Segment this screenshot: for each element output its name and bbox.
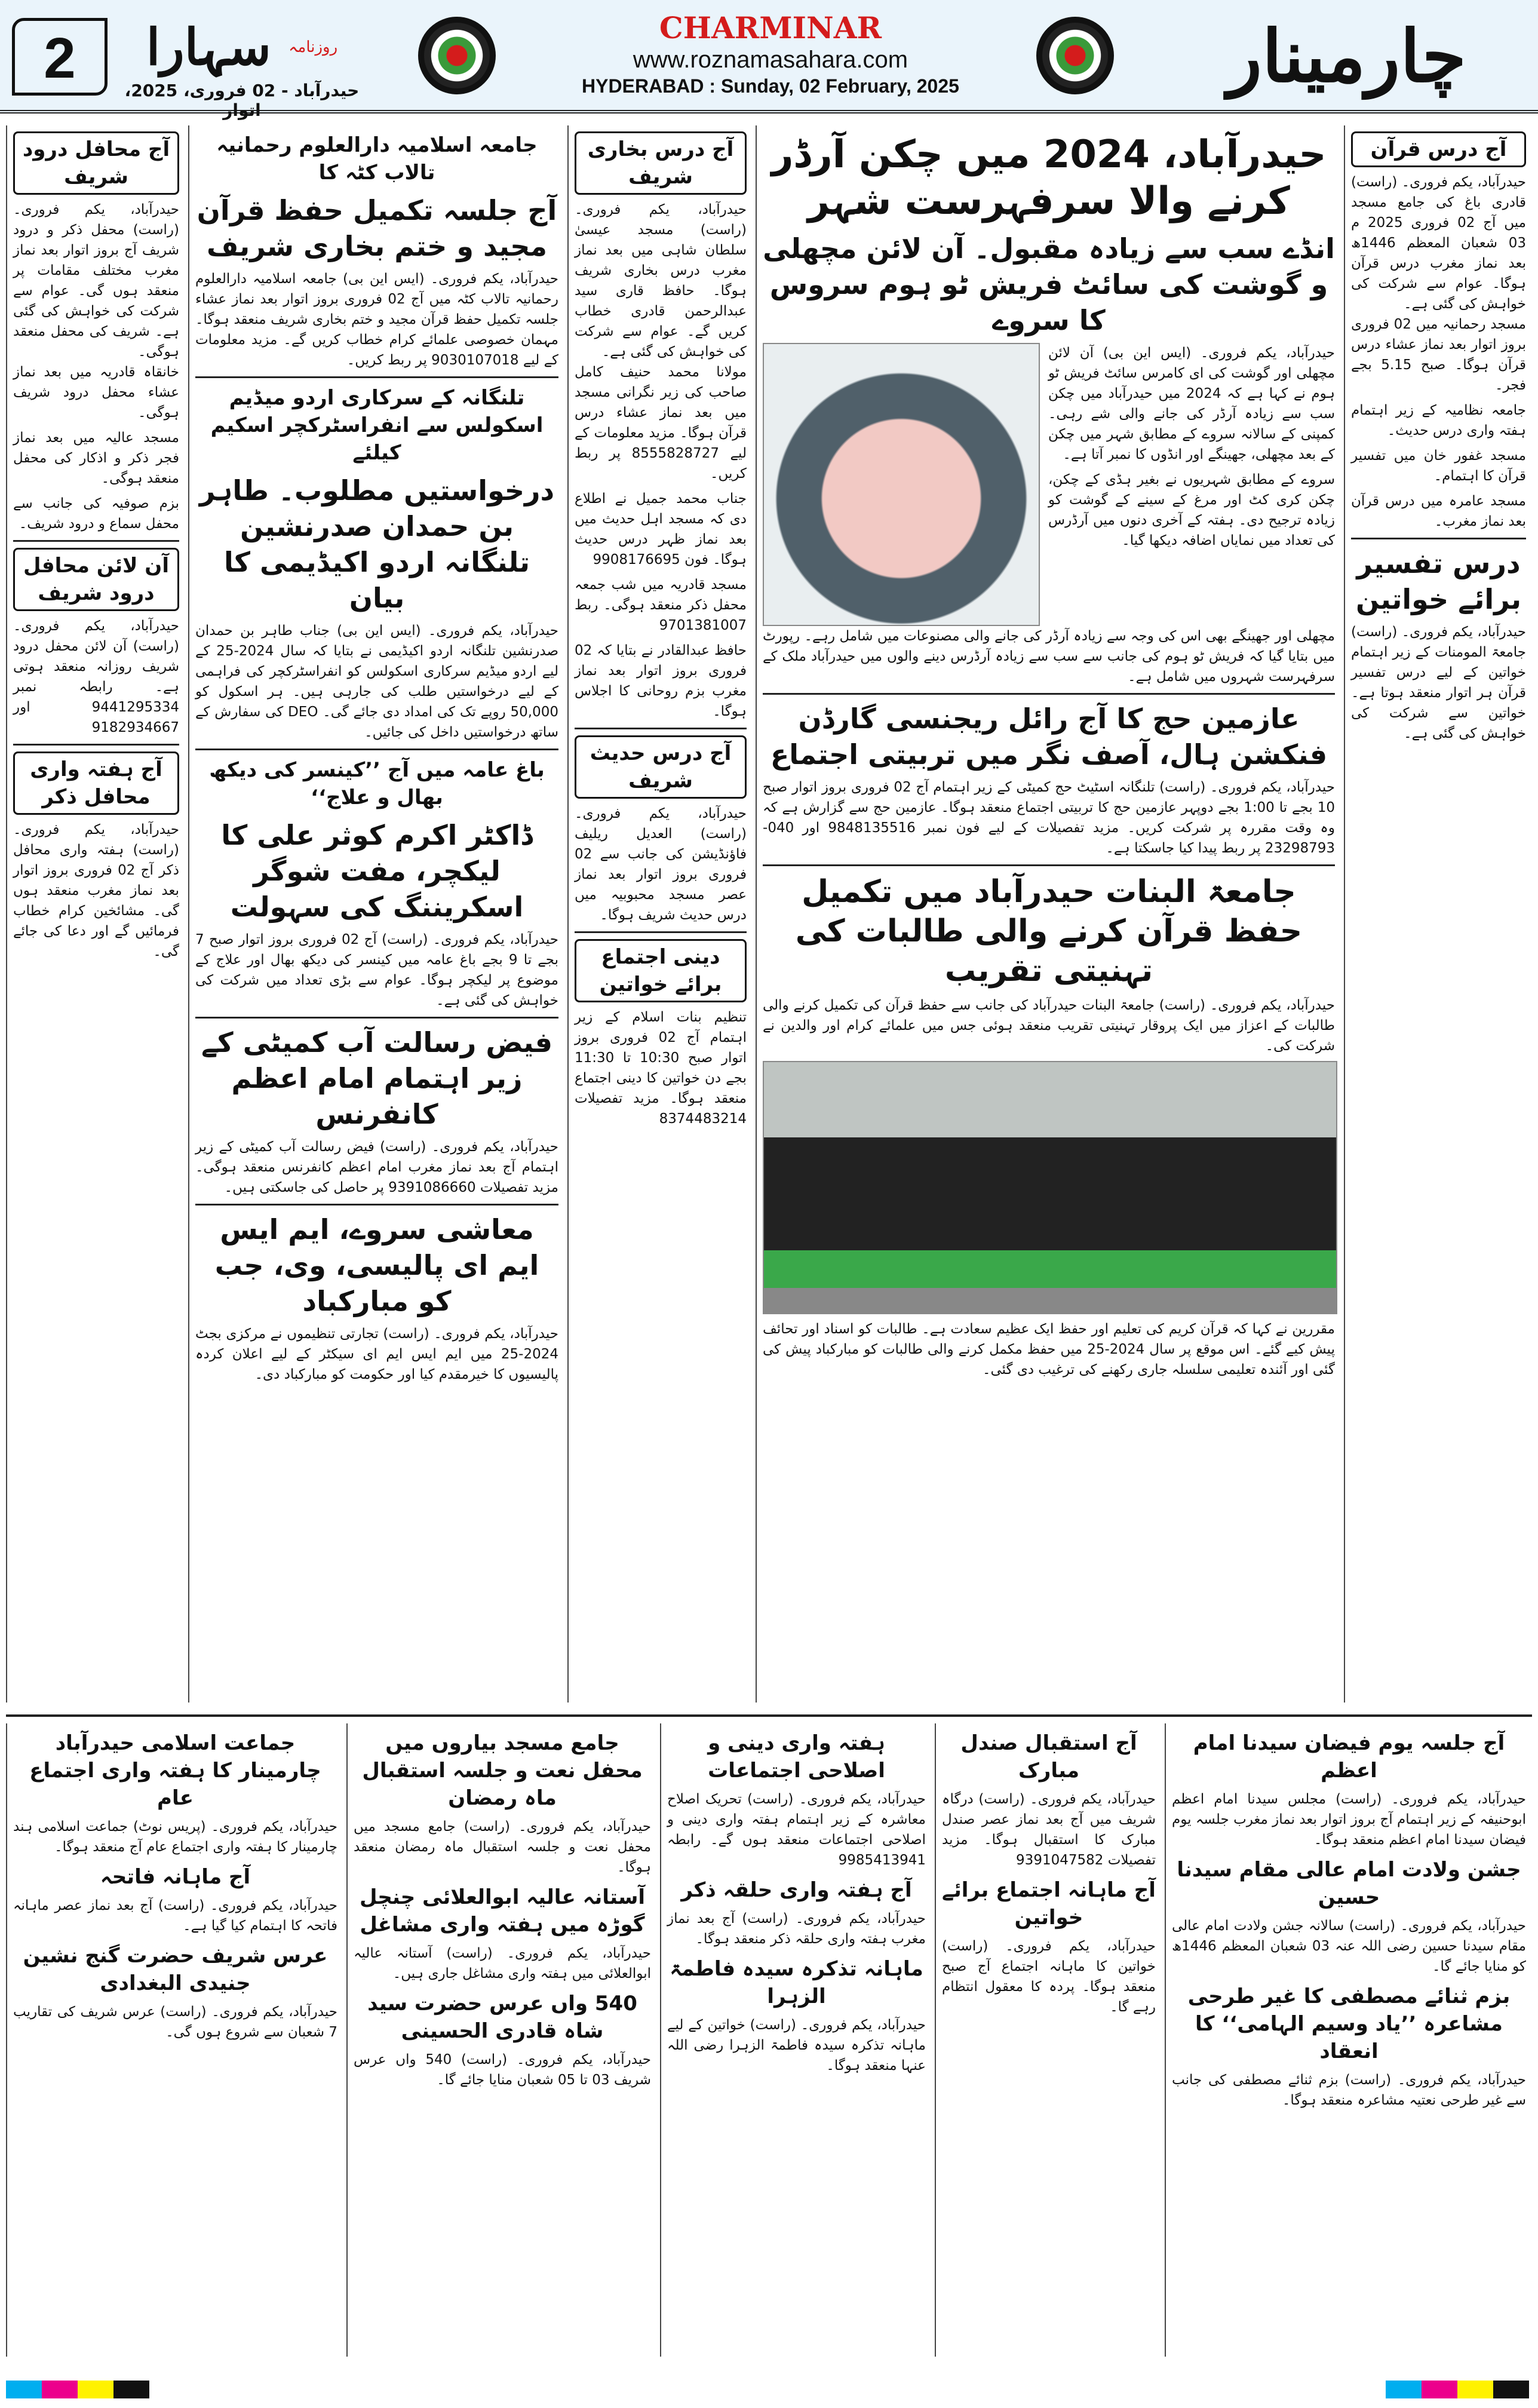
left-title-3: آج ہفتہ واری محافل ذکر: [13, 751, 179, 815]
bottom-body: حیدرآباد، یکم فروری۔ (راست) درگاہ شریف میں آج بعد نماز عصر صندل مبارک کا استقبال ہوگا۔ مزید تفصیلات 9391047582: [942, 1792, 1156, 1868]
bottom-title: ماہانہ تذکرہ سیدہ فاطمۃ الزہرا: [670, 1957, 923, 2008]
list-item: مسجد غفور خان میں تفسیر قرآن کا اہتمام۔: [1351, 448, 1526, 484]
bottom-title: عرس شریف حضرت گنج نشین جنیدی البغدادی: [23, 1944, 328, 1995]
bottom-body: حیدرآباد، یکم فروری۔ (راست) بزم ثنائے مصطفی کی جانب سے غیر طرحی نعتیہ مشاعرہ منعقد ہوگا۔: [1172, 2072, 1526, 2108]
column-center-left: [188, 125, 564, 1703]
center-headline-5: معاشی سروے، ایم ایس ایم ای پالیسی، وی، جب کو مبارکباد: [214, 1213, 539, 1317]
center-headline-2: تلنگانہ کے سرکاری اردو میڈیم اسکولس سے انفراسٹرکچر اسکیم کیلئے: [210, 386, 544, 465]
bottom-title: آج استقبال صندل مبارک: [960, 1731, 1137, 1783]
bukhari-title: آج درس بخاری شریف: [575, 131, 747, 195]
column-bukhari: [567, 125, 753, 1703]
bottom-col-4: [346, 1723, 657, 2357]
left-body-2: حیدرآباد، یکم فروری۔ (راست) آن لائن محفل درود شریف روزانہ منعقد ہوتی ہے۔ رابطہ نمبر 9441295334 اور 9182934667: [13, 618, 179, 735]
bottom-body: حیدرآباد، یکم فروری۔ (راست) آج بعد نماز عصر ماہانہ فاتحہ کا اہتمام کیا گیا ہے۔: [13, 1898, 337, 1934]
left-body-1: حیدرآباد، یکم فروری۔ (راست) محفل ذکر و درود شریف آج بروز اتوار بعد نماز مغرب مختلف مقامات پر منعقد ہوں گی۔ عوام سے شرکت کی خواہش کی گئی ہے۔ شریف کی محفل منعقد ہوگی۔: [13, 202, 179, 360]
center-body-4: حیدرآباد، یکم فروری۔ (راست) فیض رسالت آب کمیٹی کے زیر اہتمام آج بعد نماز مغرب امام اعظم کانفرنس منعقد ہوگی۔ مزید تفصیلات 9391086660 پر حاصل کی جاسکتی ہیں۔: [195, 1139, 558, 1195]
women-ijtima-body: تنظیم بنات اسلام کے زیر اہتمام آج 02 فروری بروز اتوار صبح 10:30 تا 11:30 بجے دن خواتین کا دینی اجتماع منعقد ہوگا۔ مزید تفصیلات 8374483214: [575, 1010, 747, 1127]
bottom-title: جشن ولادت امام عالی مقام سیدنا حسین: [1177, 1858, 1521, 1909]
list-item: بزم صوفیہ کی جانب سے محفل سماع و درود شریف۔: [13, 496, 179, 532]
column-lead: [756, 125, 1341, 1703]
bottom-col-3: [660, 1723, 932, 2357]
paper-name: [113, 14, 370, 80]
bottom-body: حیدرآباد، یکم فروری۔ (راست) آستانہ عالیہ ابوالعلائی میں ہفتہ واری مشاغل جاری ہیں۔: [354, 1946, 651, 1981]
lead-paragraph: سروے کے مطابق شہریوں نے بغیر ہڈی کے چکن، چکن کری کٹ اور مرغ کے سینے کے گوشت کو زیادہ ترجیح دی۔ ہفتہ کے آخری دنوں میں آرڈرس کی تعداد میں نمایاں اضافہ دیکھا گیا۔: [1048, 472, 1335, 548]
emblem-right-icon: [1036, 17, 1114, 94]
bottom-body: حیدرآباد، یکم فروری۔ (راست) خواتین کا ماہانہ اجتماع آج صبح منعقد ہوگا۔ پردہ کا معقول انتظام رہے گا۔: [942, 1938, 1156, 2015]
lead-paragraph: حیدرآباد، یکم فروری۔ (ایس این بی) آن لائن مچھلی اور گوشت کی ای کامرس سائٹ فریش ٹو ہوم نے کہا ہے کہ 2024 میں حیدرآباد میں چکن سب سے زیادہ آرڈر کی جانے والی شے رہی۔ کمپنی کے سالانہ سروے کے مطابق شہر میں چکن کے بعد مچھلی، جھینگے اور انڈوں کا نمبر آتا ہے۔: [1048, 345, 1335, 462]
lead-paragraph: مچھلی اور جھینگے بھی اس کی وجہ سے زیادہ آرڈر کی جانے والی مصنوعات میں شامل رہے۔ رپورٹ میں بتایا گیا کہ فریش ٹو ہوم کی جانب سے سب سے زیادہ آرڈرس دینے والوں میں حیدرآباد ملک کے سرفہرست شہروں میں شامل ہے۔: [763, 628, 1335, 685]
jamia-paragraph: مقررین نے کہا کہ قرآن کریم کی تعلیم اور حفظ ایک عظیم سعادت ہے۔ طالبات کو اسناد اور تحائف پیش کیے گئے۔ اس موقع پر سال 2024-25 میں حفظ مکمل کرنے والی طالبات کو مبارکباد پیش کی گئی اور آئندہ تعلیمی سلسلہ جاری رکھنے کی ترغیب دی گئی۔: [763, 1321, 1336, 1378]
left-title-1: آج محافل درود شریف: [13, 131, 179, 195]
bottom-body: حیدرآباد، یکم فروری۔ (راست) آج بعد نماز مغرب ہفتہ واری حلقہ ذکر منعقد ہوگا۔: [667, 1911, 926, 1947]
bottom-divider: [6, 1714, 1532, 1717]
list-item: مسجد قادریہ میں شب جمعہ محفل ذکر منعقد ہوگی۔ ربط 9701381007: [575, 577, 747, 633]
right-body-1: حیدرآباد، یکم فروری۔ (راست) قادری باغ کی جامع مسجد میں آج 02 فروری 2025 م 03 شعبان المعظم 1446ھ بعد نماز مغرب درس قرآن ہوگا۔ عوام سے شرکت کی خواہش کی گئی ہے۔: [1351, 174, 1526, 312]
center-body-3: حیدرآباد، یکم فروری۔ (راست) آج 02 فروری بروز اتوار صبح 7 بجے تا 9 بجے باغ عامہ میں کینسر کی دیکھ بھال اور علاج کے موضوع پر لیکچر ہوگا۔ عوام سے بڑی تعداد میں شرکت کی خواہش کی گئی ہے۔: [195, 932, 559, 1008]
bottom-body: حیدرآباد، یکم فروری۔ (راست) تحریک اصلاح معاشرہ کے زیر اہتمام ہفتہ واری دینی و اصلاحی اجتماعات منعقد ہوں گے۔ رابطہ 9985413941: [667, 1792, 926, 1868]
bottom-title: آج ماہانہ اجتماع برائے خواتین: [942, 1878, 1156, 1930]
masthead-banner: [0, 0, 1538, 120]
list-item: مسجد عالیہ میں بعد نماز فجر ذکر و اذکار کی محفل منعقد ہوگی۔: [13, 430, 179, 486]
list-item: جناب محمد جمیل نے اطلاع دی کہ مسجد اہل حدیث میں بعد نماز ظہر درس حدیث ہوگا۔ فون 9908176695: [575, 491, 747, 568]
bottom-title: بزم ثنائے مصطفی کا غیر طرحی مشاعرہ ’’یاد وسیم الہامی‘‘ کا انعقاد: [1187, 1984, 1511, 2063]
list-item: مسجد عامرہ میں درس قرآن بعد نماز مغرب۔: [1351, 493, 1526, 529]
date-line: حیدرآباد - 02 فروری، 2025، اتوار: [124, 81, 360, 120]
list-item: مولانا محمد حنیف کامل صاحب کی زیر نگرانی مسجد میں بعد نماز عشاء درس قرآن ہوگا۔ مزید معلومات کے لیے 8555828727 پر ربط کریں۔: [575, 364, 747, 481]
bottom-title: جماعت اسلامی حیدرآباد چارمینار کا ہفتہ واری اجتماع عام: [29, 1731, 321, 1810]
lead-subhead: انڈے سب سے زیادہ مقبول۔ آن لائن مچھلی و گوشت کی سائٹ فریش ٹو ہوم سروس کا سروے: [763, 232, 1335, 336]
bottom-title: ہفتہ واری دینی و اصلاحی اجتماعات: [708, 1731, 885, 1783]
center-body-2: حیدرآباد، یکم فروری۔ (ایس این بی) جناب طاہر بن حمدان صدرنشین تلنگانہ اردو اکیڈیمی نے بتایا کہ سال 2024-25 کے لیے اردو میڈیم سرکاری اسکولس کو انفراسٹرکچر کی فراہمی کے لیے درخواستیں طلب کی جارہی ہیں۔ ہر اسکول کو 50,000 روپے تک کی امداد دی جائے گی۔ DEO کی سفارش کے ساتھ درخواستیں داخل کی جائیں۔: [195, 623, 559, 740]
center-headline-1b: آج جلسہ تکمیل حفظ قرآن مجید و ختم بخاری شریف: [197, 194, 557, 262]
jamia-headline: جامعۃ البنات حیدرآباد میں تکمیل حفظ قرآن کرنے والی طالبات کی تہنیتی تقریب: [795, 874, 1303, 989]
left-title-2: آن لائن محافل درود شریف: [13, 548, 179, 611]
bottom-title: آج ہفتہ واری حلقہ ذکر: [681, 1878, 912, 1902]
center-headline-3: باغ عامہ میں آج ’’کینسر کی دیکھ بھال و علاج‘‘: [209, 758, 545, 809]
section-name-en: CHARMINAR: [659, 10, 882, 45]
paper-title: سہارا: [146, 17, 271, 76]
list-item: خانقاہ قادریہ میں بعد نماز عشاء محفل درود شریف ہوگی۔: [13, 364, 179, 421]
bukhari-body: حیدرآباد، یکم فروری۔ (راست) مسجد عیسیٰ سلطان شاہی میں بعد نماز مغرب درس بخاری شریف ہوگا۔ حافظ قاری سید عبدالرحمن قادری خطاب کریں گے۔ عوام سے شرکت کی خواہش کی گئی ہے۔: [575, 202, 747, 360]
list-item: حافظ عبدالقادر نے بتایا کہ 02 فروری بروز اتوار بعد نماز مغرب بزم روحانی کا اجلاس ہوگا۔: [575, 643, 747, 719]
paper-prefix: روزنامہ: [288, 38, 338, 56]
edition-line: HYDERABAD : Sunday, 02 February, 2025: [582, 75, 959, 97]
hadith-title: آج درس حدیث شریف: [575, 735, 747, 799]
women-ijtima-title: دینی اجتماع برائے خواتین: [575, 939, 747, 1002]
center-headline-1: جامعہ اسلامیہ دارالعلوم رحمانیہ تالاب کٹہ کا: [216, 133, 538, 185]
bottom-col-1: [1165, 1723, 1532, 2357]
jamia-paragraph: حیدرآباد، یکم فروری۔ (راست) جامعۃ البنات حیدرآباد کی جانب سے حفظ قرآن کی تکمیل کرنے والی طالبات کے اعزاز میں ایک پروقار تہنیتی تقریب منعقد ہوئی جس میں علمائے کرام اور والدین نے شرکت کی۔: [763, 998, 1335, 1054]
bottom-body: حیدرآباد، یکم فروری۔ (پریس نوٹ) جماعت اسلامی ہند چارمینار کا ہفتہ واری اجتماع عام آج منعقد ہوگا۔: [13, 1819, 337, 1855]
center-headline-4: فیض رسالت آب کمیٹی کے زیر اہتمام امام اعظم کانفرنس: [201, 1026, 553, 1130]
column-right: [1344, 125, 1532, 1703]
emblem-left-icon: [418, 17, 496, 94]
color-bar-right: [1386, 2381, 1535, 2401]
website-link[interactable]: www.roznamasahara.com: [633, 47, 908, 73]
color-bar-left: [6, 2381, 364, 2401]
bottom-body: حیدرآباد، یکم فروری۔ (راست) خواتین کے لیے ماہانہ تذکرہ سیدہ فاطمۃ الزہرا رضی اللہ عنہا منعقد ہوگا۔: [667, 2017, 926, 2073]
bottom-col-2: [935, 1723, 1162, 2357]
bottom-body: حیدرآباد، یکم فروری۔ (راست) مجلس سیدنا امام اعظم ابوحنیفہ کے زیر اہتمام آج بروز اتوار بعد نماز مغرب جلسہ یوم فیضان سیدنا امام اعظم منعقد ہوگا۔: [1172, 1792, 1526, 1848]
bottom-title: آج جلسہ یوم فیضان سیدنا امام اعظم: [1193, 1731, 1505, 1783]
bottom-col-5: [6, 1723, 343, 2357]
lead-headline: حیدرآباد، 2024 میں چکن آرڈر کرنے والا سرفہرست شہر: [771, 133, 1327, 223]
right-title-2: درس تفسیر برائے خواتین: [1355, 547, 1522, 615]
center-body-1: حیدرآباد، یکم فروری۔ (ایس این بی) جامعہ اسلامیہ دارالعلوم رحمانیہ تالاب کٹہ میں آج 02 فروری بروز اتوار بعد نماز عشاء جلسہ تکمیل حفظ قرآن مجید و ختم بخاری شریف منعقد ہوگا۔ مہمان خصوصی علمائے کرام خطاب کریں گے۔ مزید معلومات کے لیے 9030107018 پر ربط کریں۔: [195, 271, 558, 368]
chicken-photo: [763, 343, 1040, 626]
bottom-body: حیدرآباد، یکم فروری۔ (راست) سالانہ جشن ولادت امام عالی مقام سیدنا حسین رضی اللہ عنہ 03 شعبان المعظم 1446ھ کو منایا جائے گا۔: [1172, 1918, 1526, 1974]
bottom-title: آستانہ عالیہ ابوالعلائی چنچل گوڑہ میں ہفتہ واری مشاغل: [359, 1885, 646, 1937]
bottom-title: جامع مسجد بیاروں میں محفل نعت و جلسہ استقبال ماہ رمضان: [362, 1731, 643, 1810]
bottom-body: حیدرآباد، یکم فروری۔ (راست) عرس شریف کی تقاریب 7 شعبان سے شروع ہوں گی۔: [13, 2004, 337, 2040]
list-item: جامعہ نظامیہ کے زیر اہتمام ہفتہ واری درس حدیث۔: [1351, 403, 1526, 438]
bottom-title: آج ماہانہ فاتحہ: [100, 1865, 251, 1889]
right-body-2: حیدرآباد، یکم فروری۔ (راست) جامعۃ المومنات کے زیر اہتمام خواتین کے لیے درس تفسیر قرآن ہر اتوار منعقد ہوتا ہے۔ خواتین سے شرکت کی خواہش کی گئی ہے۔: [1351, 624, 1526, 741]
right-title-1: آج درس قرآن: [1351, 131, 1526, 167]
students-photo: [763, 1061, 1337, 1314]
hajj-headline: عازمین حج کا آج رائل ریجنسی گارڈن فنکشن ہال، آصف نگر میں تربیتی اجتماع: [770, 703, 1328, 771]
list-item: مسجد رحمانیہ میں 02 فروری بروز اتوار بعد نماز عشاء درس قرآن ہوگا۔ صبح 5.15 بجے فجر۔: [1351, 317, 1526, 393]
section-name-urdu: چارمینار: [1227, 14, 1466, 99]
left-body-3: حیدرآباد، یکم فروری۔ (راست) ہفتہ واری محافل ذکر آج 02 فروری بروز اتوار بعد نماز مغرب منعقد ہوں گی۔ مشائخین کرام خطاب فرمائیں گے اور دعا کی جائے گی۔: [13, 822, 179, 959]
section-title-block: [561, 11, 980, 106]
page-number: 2: [12, 18, 108, 96]
bottom-body: حیدرآباد، یکم فروری۔ (راست) 540 واں عرس شریف 03 تا 05 شعبان منایا جائے گا۔: [354, 2052, 652, 2088]
bottom-title: 540 واں عرس حضرت سید شاہ قادری الحسینی: [367, 1992, 637, 2043]
center-body-5: حیدرآباد، یکم فروری۔ (راست) تجارتی تنظیموں نے مرکزی بجٹ 2024-25 میں ایم ایس ایم ای سیکٹر کے لیے اعلان کردہ پالیسیوں کا خیرمقدم کیا اور حکومت کو مبارکباد دی۔: [195, 1326, 558, 1382]
bottom-body: حیدرآباد، یکم فروری۔ (راست) جامع مسجد میں محفل نعت و جلسہ استقبال ماہ رمضان منعقد ہوگا۔: [354, 1819, 651, 1875]
column-left: [6, 125, 185, 1703]
hadith-body: حیدرآباد، یکم فروری۔ (راست) العدیل ریلیف فاؤنڈیشن کی جانب سے 02 فروری بروز اتوار بعد نماز عصر مسجد محبوبیہ میں درس حدیث شریف ہوگا۔: [575, 806, 747, 923]
center-headline-3b: ڈاکٹر اکرم کوثر علی کا لیکچر، مفت شوگر اسکریننگ کی سہولت: [221, 819, 533, 923]
center-headline-2b: درخواستیں مطلوب۔ طاہر بن حمدان صدرنشین تلنگانہ اردو اکیڈیمی کا بیان: [199, 474, 555, 614]
hajj-body: حیدرآباد، یکم فروری۔ (راست) تلنگانہ اسٹیٹ حج کمیٹی کے زیر اہتمام آج 02 فروری بروز اتوار صبح 10 بجے تا 1:00 بجے دوپہر عازمین حج کا تربیتی اجتماع منعقد ہوگا۔ عازمین حج سے گزارش ہے کہ وہ وقت مقررہ پر شرکت کریں۔ مزید تفصیلات کے لیے فون نمبر 9848135516 اور 040-23298793 پر ربط پیدا کیا جاسکتا ہے۔: [763, 780, 1336, 856]
